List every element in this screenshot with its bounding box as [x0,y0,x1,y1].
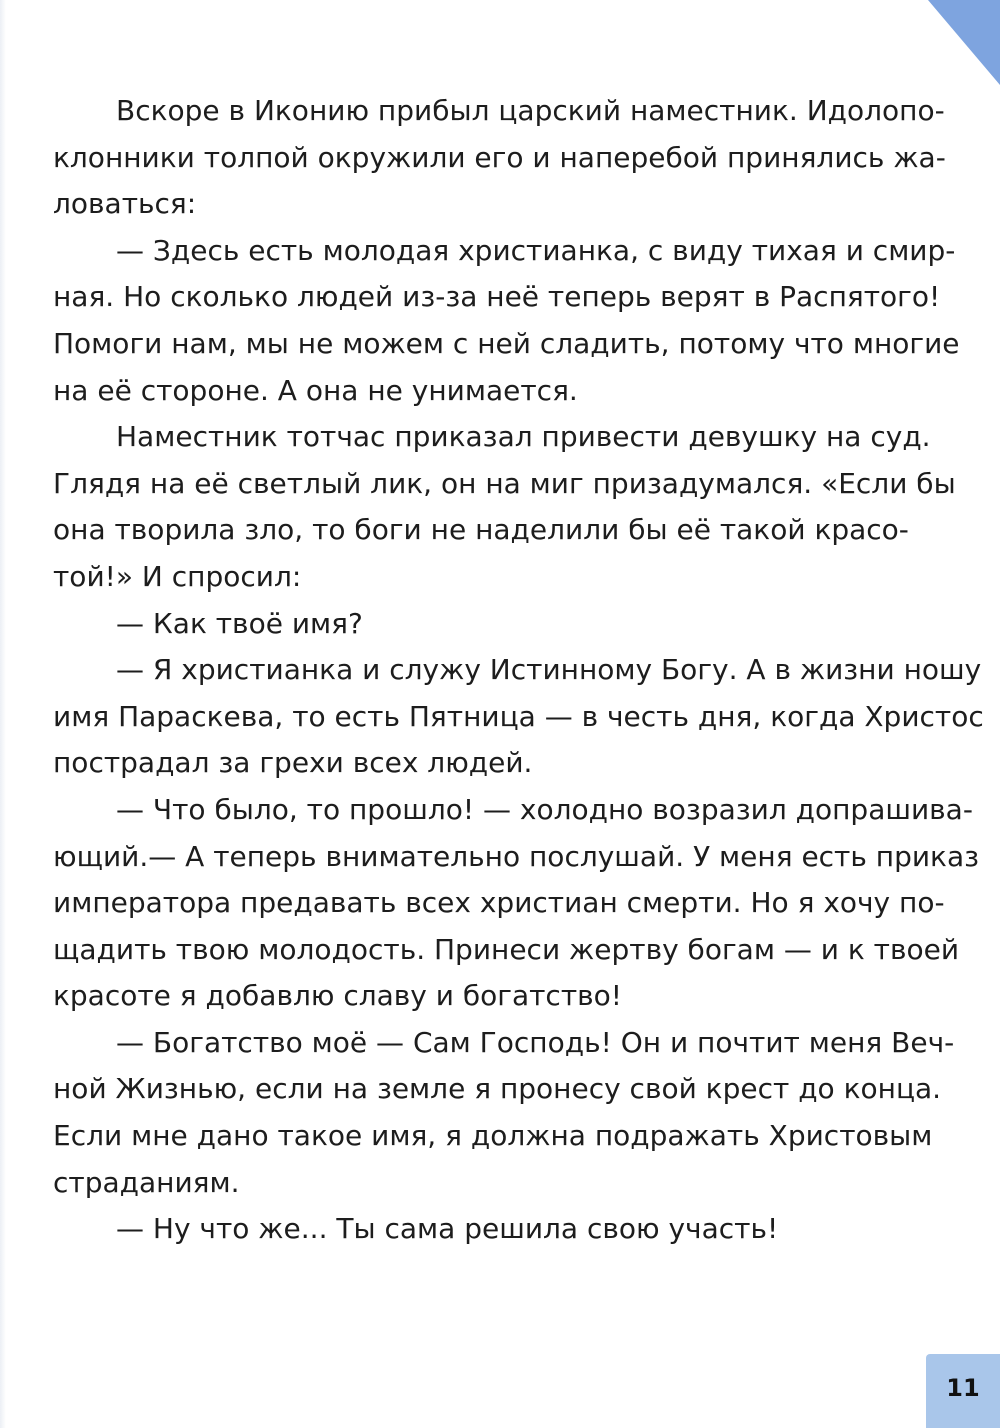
text-line: щадить твою молодость. Принеси жертву богам — и к твоей [53,932,960,966]
text-line: ная. Но сколько людей из-за неё теперь верят в Распятого! [53,280,941,314]
page-text-body [53,88,984,1253]
text-line: императора предавать всех христиан смерти. Но я хочу по- [53,886,945,920]
text-line: ющий.— А теперь внимательно послушай. У меня есть приказ [53,839,980,873]
text-line: красоте я добавлю славу и богатство! [53,979,622,1013]
text-line: Наместник тотчас приказал привести девушку на суд. [116,420,931,454]
text-line: страданиям. [53,1165,240,1199]
text-line: той!» И спросил: [53,559,302,593]
text-line: — Как твоё имя? [116,606,363,640]
text-line: — Я христианка и служу Истинному Богу. А в жизни ношу [116,653,982,687]
text-line: пострадал за грехи всех людей. [53,746,533,780]
text-line: имя Параскева, то есть Пятница — в честь дня, когда Христос [53,699,984,733]
page-number: 11 [946,1374,980,1402]
text-line: клонники толпой окружили его и наперебой принялись жа- [53,140,946,174]
page-edge-shadow [0,0,6,1428]
text-line: она творила зло, то боги не наделили бы её такой красо- [53,513,909,547]
text-line: Вскоре в Иконию прибыл царский наместник. Идолопо- [116,94,945,127]
text-line: Если мне дано такое имя, я должна подражать Христовым [53,1119,933,1153]
text-line: Глядя на её светлый лик, он на миг призадумался. «Если бы [53,466,956,500]
text-line: ловаться: [53,187,197,221]
page-number-tab [926,1354,1000,1428]
corner-decoration [888,0,1000,85]
text-line: — Здесь есть молодая христианка, с виду тихая и смир- [116,233,956,267]
text-line: — Что было, то прошло! — холодно возразил допрашива- [116,792,973,826]
text-line: ной Жизнью, если на земле я пронесу свой крест до конца. [53,1072,942,1106]
blue-triangle-decoration [888,0,1000,85]
text-line: на её стороне. А она не унимается. [53,373,578,407]
text-line: — Ну что же... Ты сама решила свою участь! [116,1212,779,1246]
text-line: — Богатство моё — Сам Господь! Он и почтит меня Веч- [116,1025,955,1059]
decoration-triangle-shape [928,0,1000,85]
text-line: Помоги нам, мы не можем с ней сладить, потому что многие [53,326,960,360]
